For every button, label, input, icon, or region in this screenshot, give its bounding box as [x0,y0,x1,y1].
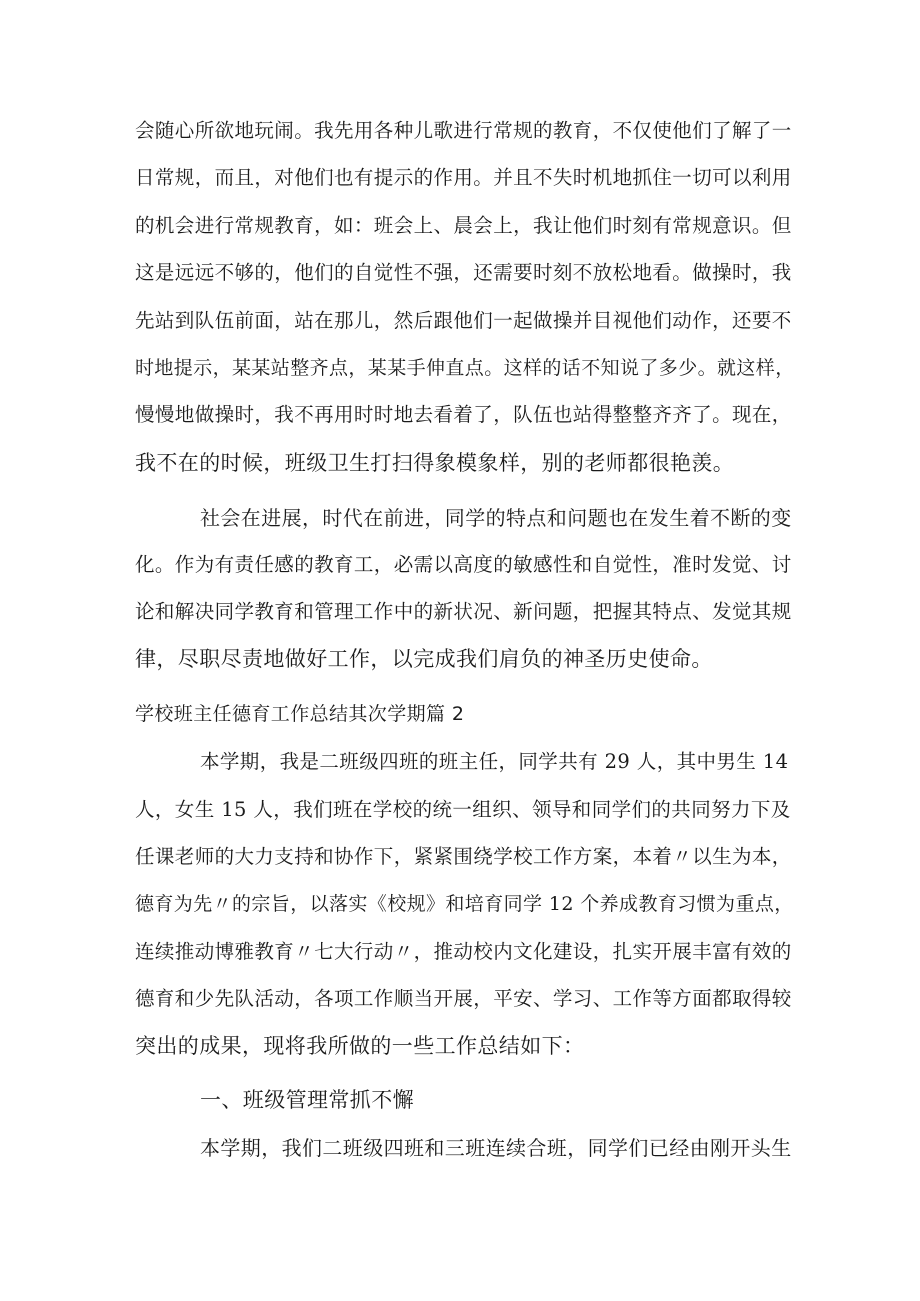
text-line: 社会在进展，时代在前进，同学的特点和问题也在发生着不断的变 [200,506,792,530]
text-line: 德育为先〃的宗旨，以落实《校规》和培育同学 12 个养成教育习惯为重点， [135,893,794,915]
text-line: 的机会进行常规教育，如：班会上、晨会上，我让他们时刻有常规意识。但 [135,214,792,237]
text-line: 突出的成果，现将我所做的一些工作总结如下： [135,1034,585,1058]
subheading: 一、班级管理常抓不懈 [200,1088,414,1112]
text-line: 德育和少先队活动，各项工作顺当开展，平安、学习、工作等方面都取得较 [135,987,792,1010]
text-line: 日常规，而且，对他们也有提示的作用。并且不失时机地抓住一切可以利用 [135,166,792,189]
text-line: 任课老师的大力支持和协作下，紧紧围绕学校工作方案，本着〃以生为本， [135,845,792,868]
text-line: 化。作为有责任感的教育工，必需以高度的敏感性和自觉性，准时发觉、讨 [135,553,792,576]
text-line: 论和解决同学教育和管理工作中的新状况、新问题，把握其特点、发觉其规 [135,600,792,623]
text-line: 会随心所欲地玩闹。我先用各种儿歌进行常规的教育，不仅使他们了解了一 [135,119,792,142]
text-line: 律，尽职尽责地做好工作，以完成我们肩负的神圣历史使命。 [135,647,713,671]
text-line: 本学期，我是二班级四班的班主任，同学共有 29 人，其中男生 14 [200,750,789,773]
text-line: 人，女生 15 人，我们班在学校的统一组织、领导和同学们的共同努力下及 [135,798,791,821]
section-title: 学校班主任德育工作总结其次学期篇 2 [135,703,465,725]
text-line: 慢慢地做操时，我不再用时时地去看着了，队伍也站得整整齐齐了。现在， [135,403,792,426]
text-line: 本学期，我们二班级四班和三班连续合班，同学们已经由刚开头生 [200,1136,792,1160]
text-line: 先站到队伍前面，站在那儿，然后跟他们一起做操并目视他们动作，还要不 [135,309,792,332]
text-line: 我不在的时候，班级卫生打扫得象模象样，别的老师都很艳羡。 [135,451,735,475]
text-line: 这是远远不够的，他们的自觉性不强，还需要时刻不放松地看。做操时，我 [135,261,792,284]
text-line: 连续推动博雅教育〃七大行动〃，推动校内文化建设，扎实开展丰富有效的 [135,940,792,963]
text-line: 时地提示，某某站整齐点，某某手伸直点。这样的话不知说了多少。就这样， [135,357,795,379]
